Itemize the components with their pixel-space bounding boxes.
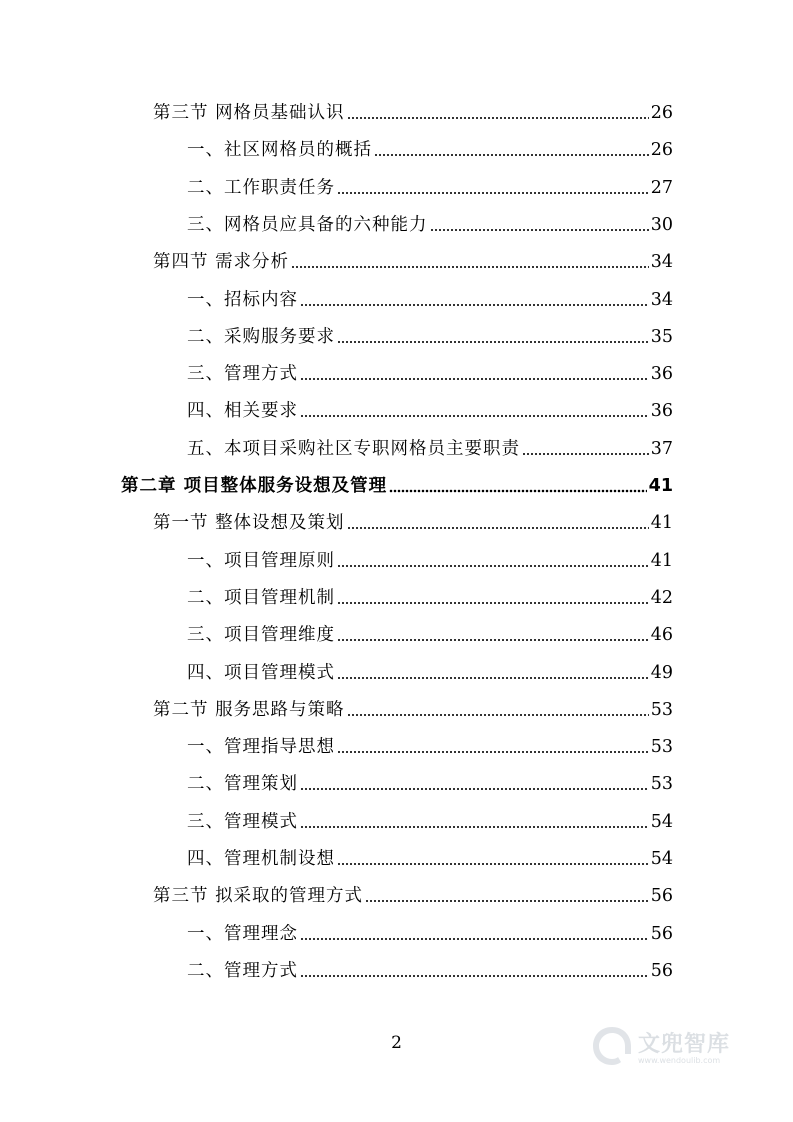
toc-entry-page: 36 bbox=[650, 364, 673, 385]
toc-entry[interactable] bbox=[153, 511, 673, 535]
toc-entry-label: 四、项目管理模式 bbox=[187, 662, 335, 683]
toc-dot-leader bbox=[337, 340, 649, 344]
toc-entry[interactable] bbox=[187, 922, 673, 946]
toc-entry-page: 42 bbox=[650, 587, 673, 608]
toc-dot-leader bbox=[300, 303, 649, 307]
toc-dot-leader bbox=[389, 489, 647, 493]
toc-entry-page: 56 bbox=[650, 886, 673, 907]
toc-entry[interactable] bbox=[153, 698, 673, 722]
toc-entry-label: 三、网格员应具备的六种能力 bbox=[187, 214, 428, 235]
watermark-name: 文兜智库 bbox=[638, 1032, 731, 1057]
watermark-url: www.wendoulib.com bbox=[638, 1056, 721, 1065]
toc-entry-page: 41 bbox=[648, 476, 673, 496]
toc-entry-page: 56 bbox=[650, 923, 673, 944]
toc-entry-label: 一、项目管理原则 bbox=[187, 550, 335, 571]
toc-dot-leader bbox=[337, 564, 649, 568]
toc-entry[interactable] bbox=[187, 661, 673, 685]
toc-dot-leader bbox=[300, 414, 649, 418]
toc-entry-page: 53 bbox=[650, 774, 673, 795]
toc-entry-label: 一、社区网格员的概括 bbox=[187, 140, 372, 161]
toc-entry-label: 五、本项目采购社区专职网格员主要职责 bbox=[187, 438, 520, 459]
toc-entry-page: 54 bbox=[650, 849, 673, 869]
toc-entry-label: 四、管理机制设想 bbox=[187, 849, 335, 869]
toc-dot-leader bbox=[300, 974, 649, 978]
toc-entry[interactable] bbox=[187, 549, 673, 573]
toc-entry-label: 一、管理指导思想 bbox=[187, 737, 335, 758]
toc-dot-leader bbox=[291, 265, 649, 269]
toc-entry-label: 四、相关要求 bbox=[187, 401, 298, 422]
toc-entry-page: 49 bbox=[650, 662, 673, 683]
toc-entry-page: 56 bbox=[650, 960, 673, 981]
toc-entry-label: 一、招标内容 bbox=[187, 289, 298, 310]
toc-entry-page: 34 bbox=[650, 289, 673, 310]
toc-entry-label: 二、管理方式 bbox=[187, 960, 298, 981]
toc-entry-page: 41 bbox=[650, 550, 673, 571]
toc-entry-page: 53 bbox=[650, 699, 673, 720]
toc-entry-label: 二、项目管理机制 bbox=[187, 587, 335, 608]
toc-entry[interactable] bbox=[187, 847, 673, 871]
toc-entry[interactable] bbox=[187, 959, 673, 983]
toc-dot-leader bbox=[337, 638, 649, 642]
wendou-logo-icon bbox=[590, 1024, 634, 1068]
toc-entry[interactable] bbox=[121, 474, 673, 498]
toc-entry[interactable] bbox=[187, 586, 673, 610]
toc-entry-label: 第二章 项目整体服务设想及管理 bbox=[121, 476, 388, 496]
toc-dot-leader bbox=[300, 377, 649, 381]
toc-entry-label: 二、工作职责任务 bbox=[187, 177, 335, 198]
toc-entry[interactable] bbox=[187, 623, 673, 647]
toc-entry-page: 36 bbox=[650, 401, 673, 422]
toc-entry[interactable] bbox=[153, 250, 673, 274]
toc-entry[interactable] bbox=[187, 138, 673, 162]
toc-entry-page: 27 bbox=[650, 177, 673, 198]
page-number: 2 bbox=[391, 1033, 402, 1053]
toc-entry-label: 第二节 服务思路与策略 bbox=[153, 699, 345, 720]
toc-dot-leader bbox=[337, 750, 649, 754]
toc-dot-leader bbox=[430, 228, 649, 232]
toc-entry-label: 三、项目管理维度 bbox=[187, 625, 335, 646]
toc-entry[interactable] bbox=[187, 772, 673, 796]
toc-entry-page: 34 bbox=[650, 252, 673, 273]
toc-dot-leader bbox=[337, 862, 649, 866]
toc-dot-leader bbox=[300, 825, 649, 829]
toc-entry-page: 37 bbox=[650, 438, 673, 459]
watermark bbox=[590, 1022, 760, 1070]
toc-entry[interactable] bbox=[187, 288, 673, 312]
toc-entry-page: 35 bbox=[650, 326, 673, 347]
toc-entry-label: 第四节 需求分析 bbox=[153, 252, 290, 273]
toc-entry-page: 53 bbox=[650, 737, 673, 758]
toc-dot-leader bbox=[347, 526, 649, 530]
toc-entry-page: 26 bbox=[650, 140, 673, 161]
toc-entry[interactable] bbox=[153, 101, 673, 125]
toc-dot-leader bbox=[337, 601, 649, 605]
toc-entry-label: 二、采购服务要求 bbox=[187, 326, 335, 347]
toc-entry[interactable] bbox=[187, 176, 673, 200]
toc-entry[interactable] bbox=[153, 884, 673, 908]
toc-entry-label: 第三节 网格员基础认识 bbox=[153, 103, 345, 123]
toc-entry[interactable] bbox=[187, 399, 673, 423]
toc-entry[interactable] bbox=[187, 325, 673, 349]
toc-entry[interactable] bbox=[187, 437, 673, 461]
toc-dot-leader bbox=[337, 191, 649, 195]
toc-entry-label: 二、管理策划 bbox=[187, 774, 298, 795]
toc-entry[interactable] bbox=[187, 362, 673, 386]
toc-entry-label: 第三节 拟采取的管理方式 bbox=[153, 886, 364, 907]
toc-entry[interactable] bbox=[187, 735, 673, 759]
toc-dot-leader bbox=[300, 937, 649, 941]
toc-dot-leader bbox=[347, 116, 649, 120]
toc-entry-label: 一、管理理念 bbox=[187, 923, 298, 944]
toc-entry-page: 26 bbox=[650, 103, 673, 123]
toc-dot-leader bbox=[347, 713, 649, 717]
toc-entry-page: 41 bbox=[650, 513, 673, 534]
toc-dot-leader bbox=[374, 153, 649, 157]
toc-entry-page: 46 bbox=[650, 625, 673, 646]
toc-entry-label: 三、管理方式 bbox=[187, 364, 298, 385]
toc-dot-leader bbox=[300, 787, 649, 791]
toc-dot-leader bbox=[522, 452, 649, 456]
toc-entry[interactable] bbox=[187, 810, 673, 834]
toc-entry-page: 30 bbox=[650, 214, 673, 235]
toc-entry-label: 第一节 整体设想及策划 bbox=[153, 513, 345, 534]
toc-entry[interactable] bbox=[187, 213, 673, 237]
toc-entry-page: 54 bbox=[650, 811, 673, 832]
toc-dot-leader bbox=[337, 676, 649, 680]
toc-entry-label: 三、管理模式 bbox=[187, 811, 298, 832]
toc-dot-leader bbox=[365, 899, 649, 903]
